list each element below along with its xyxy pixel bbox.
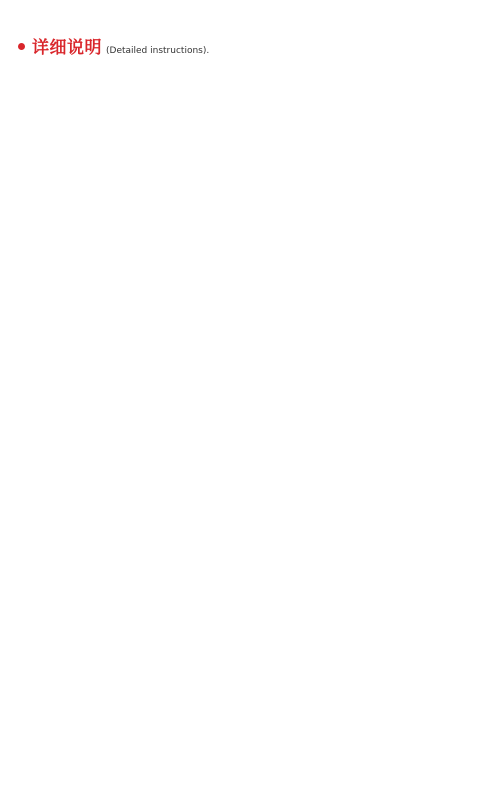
title-english: (Detailed instructions). (106, 46, 210, 56)
red-dot-icon (18, 43, 25, 50)
title-chinese: 详细说明 (32, 38, 102, 58)
section-header (18, 33, 209, 57)
